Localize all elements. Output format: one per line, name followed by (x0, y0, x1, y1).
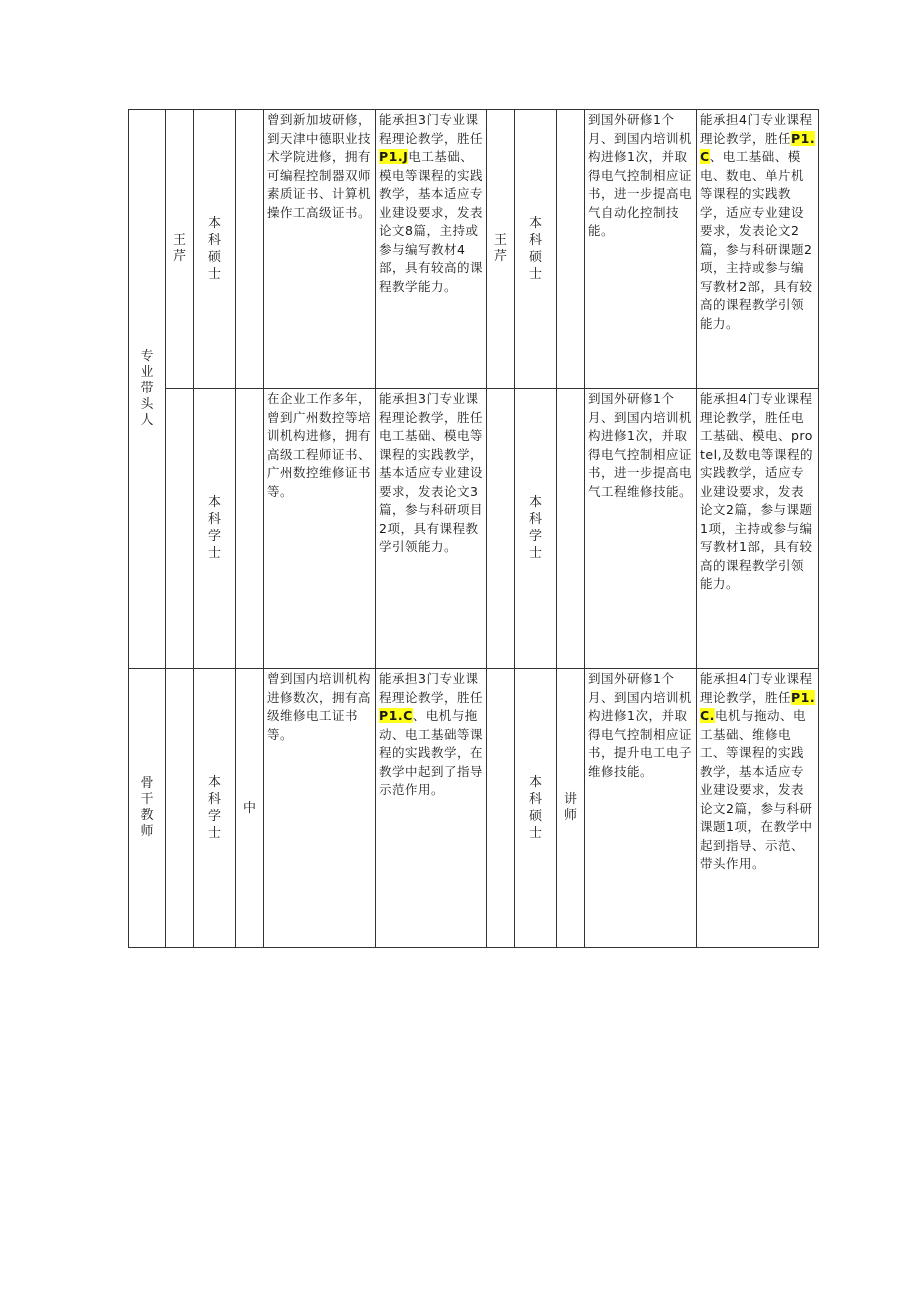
training-plan-cell (585, 110, 697, 389)
table-row (129, 389, 819, 669)
title-cell (236, 389, 264, 669)
target-name-cell (487, 389, 515, 669)
category-cell-leader (129, 110, 166, 669)
ability-cell (376, 669, 487, 948)
target-title-cell (557, 389, 585, 669)
highlight-code: P1.C (379, 708, 413, 723)
experience-text: 曾到国内培训机构进修数次，拥有高级维修电工证书等。 (267, 671, 372, 742)
training-plan-text: 到国外研修1个月、到国内培训机构进修1次，并取得电气控制相应证书，进一步提高电气工程维修技能。 (588, 391, 693, 499)
professional-title: 中 (242, 800, 256, 816)
experience-text: 在企业工作多年，曾到广州数控等培训机构进修，拥有高级工程师证书、广州数控维修证书等。 (267, 391, 372, 499)
target-professional-title: 讲师 (563, 791, 577, 823)
target-ability-text: 能承担4门专业课程理论教学，胜任 (700, 112, 813, 146)
ability-text: 能承担3门专业课程理论教学，胜任 (379, 671, 484, 705)
target-name-cell (487, 669, 515, 948)
education-cell (194, 669, 236, 948)
teacher-name: 王芹 (172, 232, 186, 264)
table-row (129, 110, 819, 389)
category-label: 专业带头人 (140, 348, 154, 428)
target-education-cell (515, 110, 557, 389)
experience-cell (264, 389, 376, 669)
education-degree: 本科硕士 (207, 215, 221, 282)
table-row (129, 669, 819, 948)
name-cell (166, 669, 194, 948)
target-ability-text: 能承担4门专业课程理论教学，胜任电工基础、模电、protel,及数电等课程的实践教学，适应专业建设要求，发表论文2篇，参与课题1项，主持或参与编写教材1部，具有较高的课程教学引领能力。 (700, 391, 814, 591)
teacher-plan-table (128, 109, 819, 948)
target-education-degree: 本科硕士 (528, 774, 542, 841)
education-cell (194, 389, 236, 669)
education-degree: 本科学士 (207, 495, 221, 562)
name-cell (166, 110, 194, 389)
category-cell-backbone (129, 669, 166, 948)
target-education-cell (515, 389, 557, 669)
name-cell (166, 389, 194, 669)
ability-cell (376, 110, 487, 389)
experience-cell (264, 669, 376, 948)
ability-cell (376, 389, 487, 669)
target-ability-cell (697, 110, 819, 389)
ability-text: 能承担3门专业课程理论教学，胜任 (379, 112, 484, 146)
title-cell (236, 669, 264, 948)
target-education-degree: 本科硕士 (528, 215, 542, 282)
experience-text: 曾到新加坡研修，到天津中德职业技术学院进修，拥有可编程控制器双师素质证书、计算机操作工高级证书。 (267, 112, 372, 220)
target-education-cell (515, 669, 557, 948)
training-plan-text: 到国外研修1个月、到国内培训机构进修1次，并取得电气控制相应证书，提升电工电子维修技能。 (588, 671, 693, 779)
ability-text-cont: 、电机与拖动、电工基础等课程的实践教学，在教学中起到了指导示范作用。 (379, 708, 484, 797)
title-cell (236, 110, 264, 389)
highlight-code: P1.C. (700, 689, 816, 723)
education-degree: 本科学士 (207, 774, 221, 841)
target-teacher-name: 王芹 (493, 232, 507, 264)
ability-text: 能承担3门专业课程理论教学，胜任电工基础、模电等课程的实践教学，基本适应专业建设要求，发表论文3篇，参与科研项目2项，具有课程教学引领能力。 (379, 391, 484, 554)
training-plan-text: 到国外研修1个月、到国内培训机构进修1次，并取得电气控制相应证书，进一步提高电气自动化控制技能。 (588, 112, 693, 238)
target-ability-cell (697, 669, 819, 948)
highlight-code: P1.J (379, 149, 409, 164)
target-title-cell (557, 669, 585, 948)
training-plan-cell (585, 669, 697, 948)
highlight-code: P1.C (700, 130, 816, 164)
target-education-degree: 本科学士 (528, 495, 542, 562)
target-ability-cell (697, 389, 819, 669)
target-ability-text-cont: 、电工基础、模电、数电、单片机等课程的实践教学，适应专业建设要求，发表论文2篇，参与科研课题2项，主持或参与编写教材2部，具有较高的课程教学引领能力。 (700, 149, 813, 331)
target-title-cell (557, 110, 585, 389)
training-plan-cell (585, 389, 697, 669)
target-ability-text-cont: 电机与拖动、电工基础、维修电工、等课程的实践教学，基本适应专业建设要求，发表论文2篇，参与科研课题1项，在教学中起到指导、示范、带头作用。 (700, 708, 813, 871)
category-label: 骨干教师 (140, 775, 154, 839)
education-cell (194, 110, 236, 389)
target-ability-text: 能承担4门专业课程理论教学，胜任 (700, 671, 813, 705)
experience-cell (264, 110, 376, 389)
target-name-cell (487, 110, 515, 389)
ability-text-cont: 电工基础、模电等课程的实践教学，基本适应专业建设要求，发表论文8篇，主持或参与编写教材4部，具有较高的课程教学能力。 (379, 149, 484, 294)
